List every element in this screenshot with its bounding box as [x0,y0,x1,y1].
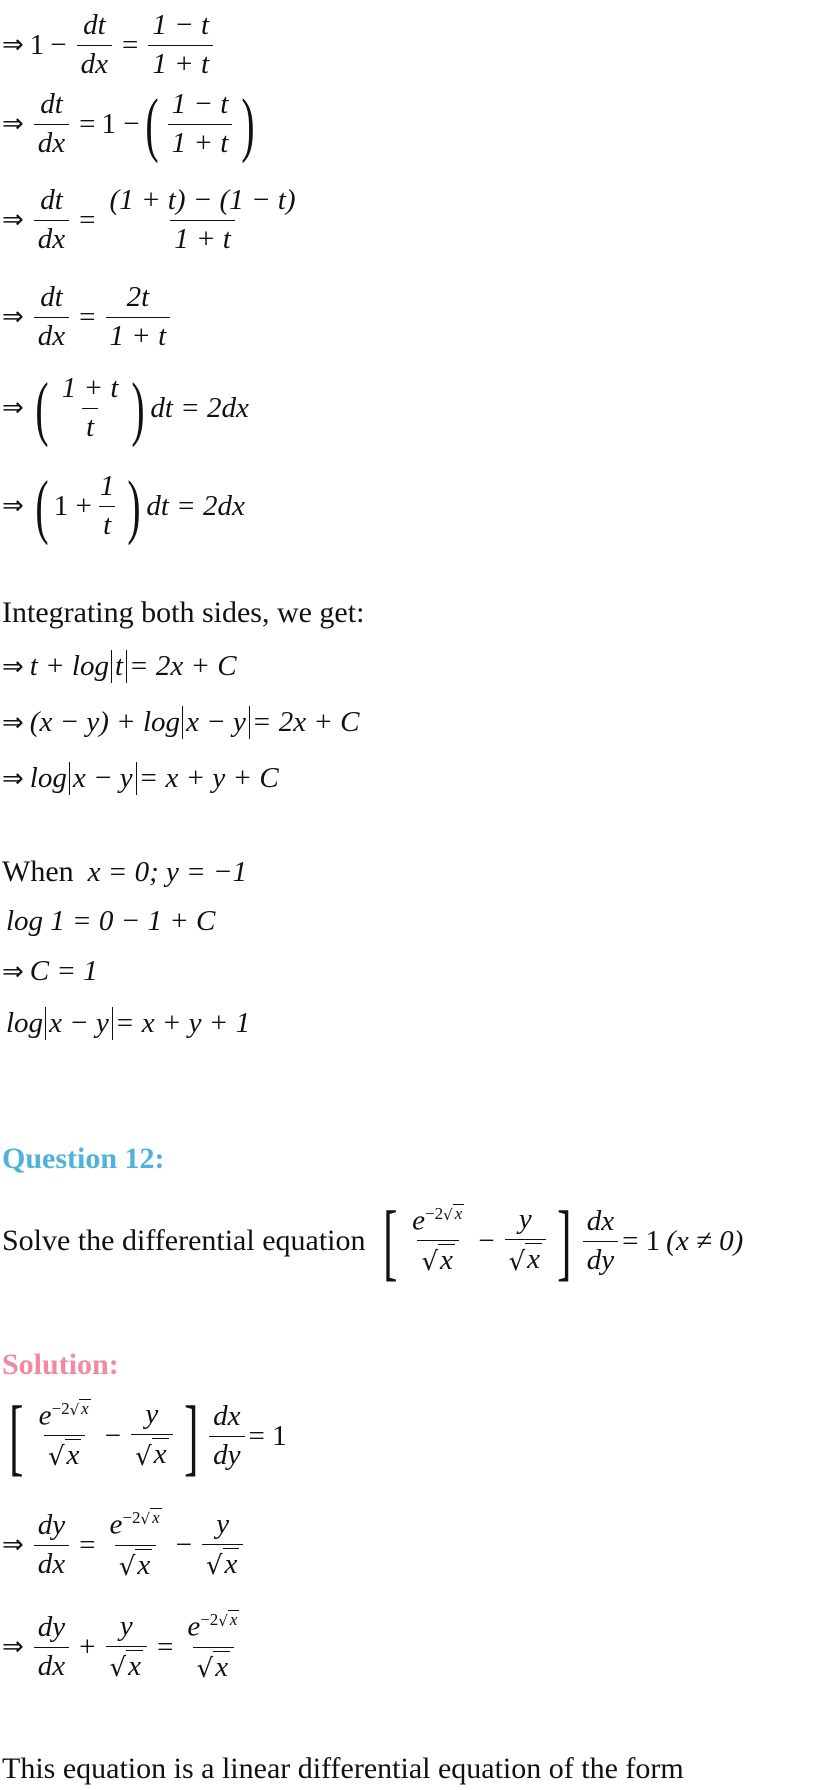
equation-line-4 [2,282,174,353]
term-one-minus: 1 − [101,107,140,140]
sqrt-icon: √ [196,1653,214,1684]
term-one: 1 [29,28,45,61]
fraction-dx-dy: $\frac{dx}{dy}$ [583,1206,618,1277]
equation-line-2 [2,84,260,164]
implies-arrow-icon: ⇒ [2,393,24,423]
equals: = [79,300,96,333]
solution-line-2: ⇒ $\frac{dy}{dx}$ = e −2 √ x √ x − y √ x [2,1508,247,1583]
absolute-value: t [111,650,127,683]
closing-text: This equation is a linear differential equation of the form [2,1752,684,1785]
left-bracket-icon: [ [382,1193,397,1289]
fraction-y-over-sqrt: y √ x [106,1611,147,1684]
sqrt-icon: √ [508,1246,526,1277]
when-line [2,855,247,889]
sqrt-icon: √ [109,1653,127,1684]
equation-line-6 [2,466,245,546]
when-line-3: log x − y = x + y + 1 [6,1007,251,1039]
fraction-exp-over-sqrt: e −2 √ x √ x [412,1203,463,1278]
solution-title: Solution: [2,1348,119,1381]
fraction-rhs: $\frac{1 - t}{1 + t}$ [168,89,233,160]
implies-arrow-icon: ⇒ [2,205,24,236]
fraction-rhs: $\frac{(1 + t) - (1 - t)}{1 + t}$ [109,184,296,255]
question-prompt: Solve the differential equation [2,1224,366,1257]
left-paren-icon: ( [35,368,49,448]
implies-arrow-icon: ⇒ [2,491,24,521]
equation-line-1 [2,10,217,81]
fraction-exp-over-sqrt: e −2 √ x √ x [109,1508,160,1582]
implies-arrow-icon: ⇒ [2,1530,24,1561]
implies-arrow-icon: ⇒ [2,1632,24,1663]
fraction-exp-over-sqrt: e −2 √ x √ x [187,1610,238,1684]
fraction-rhs: $\frac{1 - t}{1 + t}$ [148,10,213,81]
fraction-exp-over-sqrt: e −2 √ x √ x [38,1398,89,1473]
term-one-plus: 1 + [53,489,92,522]
implies-arrow-icon: ⇒ [2,109,24,139]
left-bracket-icon: [ [9,1388,24,1484]
fraction-y-over-sqrt: y √ x [505,1204,546,1277]
sqrt-icon: √ [443,1205,453,1224]
integral-line-3: ⇒ log x − y = x + y + C [2,762,279,794]
right-paren-icon: ) [241,84,255,164]
when-line-1: log 1 = 0 − 1 + C [6,905,216,937]
fraction-dt-dx: $\frac{dt}{dx}$ [34,89,69,160]
equals: = [122,28,139,61]
fraction-one-over-t: $\frac{1}{t}$ [99,469,115,541]
operator: − [50,28,67,61]
fraction-dy-dx: $\frac{dy}{dx}$ [34,1510,69,1581]
when-label: When [2,855,74,888]
sqrt-icon: √ [118,1551,136,1582]
sqrt-icon: √ [135,1441,152,1472]
absolute-value: x − y [69,762,137,795]
sqrt-icon: √ [205,1551,223,1582]
sqrt-icon: √ [47,1442,65,1473]
left-paren-icon: ( [145,84,159,164]
right-paren-icon: ) [127,466,141,546]
fraction-dt-dx: $\frac{dt}{dx}$ [77,10,112,81]
absolute-value: x − y [182,706,250,739]
when-condition: x = 0; y = −1 [87,855,247,888]
rhs-expression: dt = 2dx [150,391,249,424]
question-condition: (x ≠ 0) [666,1224,744,1257]
sqrt-icon: √ [140,1510,151,1529]
implies-arrow-icon: ⇒ [2,651,24,682]
implies-arrow-icon: ⇒ [2,956,24,987]
left-paren-icon: ( [35,466,49,546]
equation-line-5 [2,368,249,448]
equals: = [79,203,96,236]
implies-arrow-icon: ⇒ [2,707,24,738]
when-line-2: ⇒ C = 1 [2,955,98,987]
absolute-value: x − y [45,1007,113,1040]
fraction-dy-dx: $\frac{dy}{dx}$ [34,1612,69,1683]
fraction-y-over-sqrt: y √ x [131,1399,172,1472]
implies-arrow-icon: ⇒ [2,302,24,333]
equation-line-3 [2,185,303,256]
fraction-dt-dx: $\frac{dt}{dx}$ [34,185,69,256]
implies-arrow-icon: ⇒ [2,763,24,794]
question-title: Question 12: [2,1142,165,1175]
integral-line-2: ⇒ (x − y) + log x − y = 2x + C [2,706,360,738]
fraction-rhs: $\frac{2t}{1 + t}$ [106,282,171,353]
right-bracket-icon: ] [183,1388,199,1484]
question-prompt-line: Solve the differential equation [ e −2 √ x √ x − y √ x ] $\frac{dx}{dy}$ = 1 (x ≠ 0) [2,1193,744,1289]
integral-line-1: ⇒ t + log t = 2x + C [2,650,237,682]
sqrt-icon: √ [218,1612,228,1631]
integrating-text: Integrating both sides, we get: [2,596,365,629]
sqrt-icon: √ [421,1247,439,1278]
fraction-dt-dx: $\frac{dt}{dx}$ [34,282,69,353]
fraction-dx-dy: $\frac{dx}{dy}$ [209,1401,244,1472]
solution-line-3: ⇒ $\frac{dy}{dx}$ + y √ x = e −2 √ x √ x [2,1610,247,1685]
sqrt-icon: √ [69,1400,80,1419]
equals: = [79,107,96,140]
rhs-expression: dt = 2dx [146,489,245,522]
right-bracket-icon: ] [557,1193,572,1289]
fraction-lhs: $\frac{1 + t}{t}$ [61,371,119,443]
solution-line-1: [ e −2 √ x √ x − y √ x ] $\frac{dx}{dy}$ = 1 [9,1388,287,1484]
implies-arrow-icon: ⇒ [2,30,24,61]
right-paren-icon: ) [131,368,146,448]
fraction-y-over-sqrt: y √ x [202,1509,243,1582]
